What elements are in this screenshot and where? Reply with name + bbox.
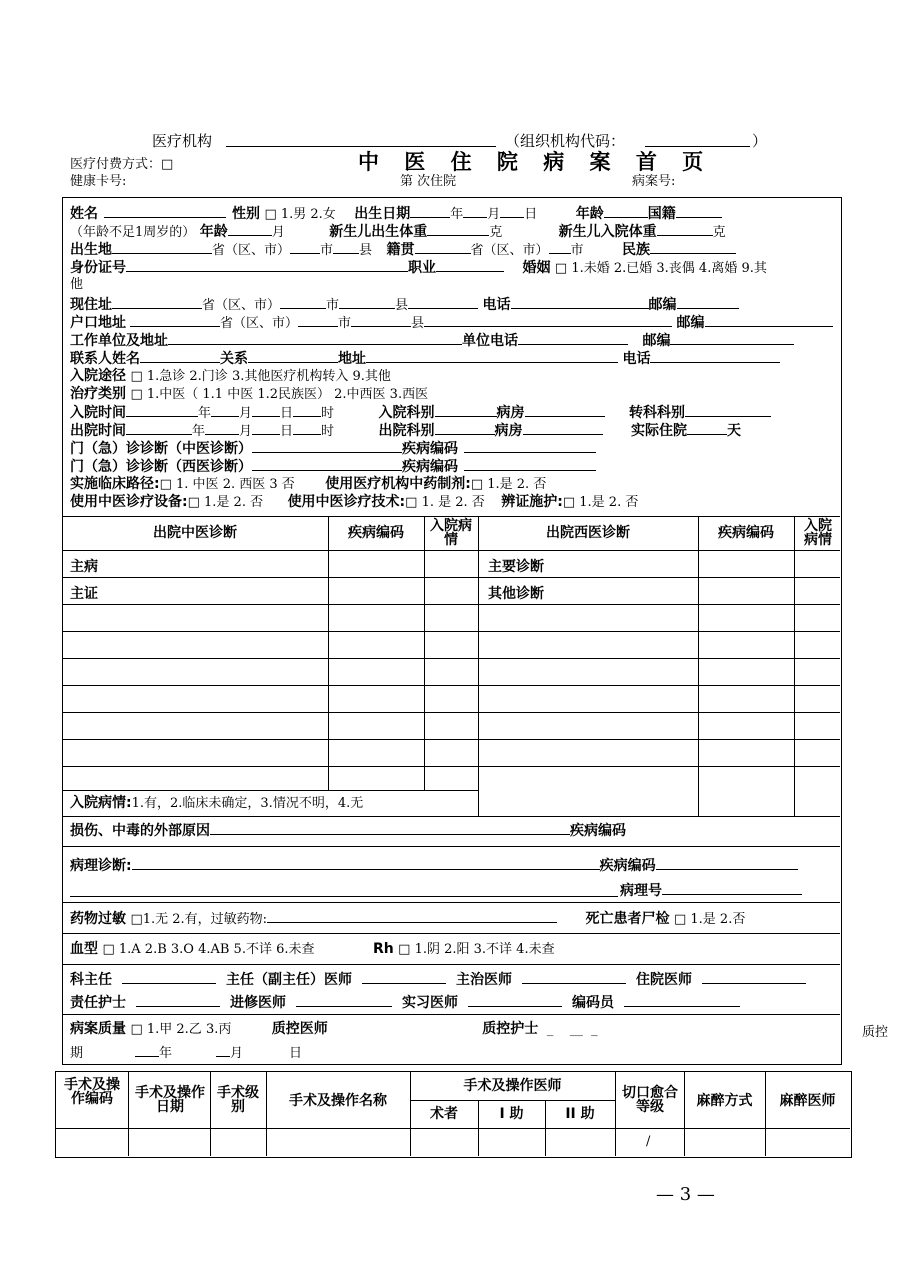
row-other-diagnosis: 其他诊断 [488, 586, 544, 602]
patient-row-4b: 他 [70, 277, 84, 292]
org-code-close: ） [752, 132, 768, 150]
diag-header-bottom [62, 550, 840, 551]
payment-label[interactable]: 医疗付费方式：□ [70, 157, 174, 172]
row-primary-diagnosis: 主要诊断 [488, 559, 544, 575]
surgery-date-header: 手术及操作日期 [135, 1085, 205, 1115]
staff-row-1: 科主任 主任（副主任）医师 主治医师 住院医师 [70, 971, 806, 988]
patient-row-2: （年龄不足1周岁的） 年龄 月 新生儿出生体重 克 新生儿入院体重 克 [70, 224, 726, 240]
surgery-name-header: 手术及操作名称 [289, 1093, 387, 1109]
anesthesiologist-header: 麻醉医师 [779, 1093, 836, 1109]
patient-row-9[interactable]: 入院途径 □ 1.急诊 2.门诊 3.其他医疗机构转入 9.其他 [70, 368, 391, 384]
patient-row-15[interactable]: 实施临床路径:□ 1. 中医 2. 西医 3 否 使用医疗机构中药制剂:□ 1.是 2. 否 [70, 476, 547, 492]
surgery-code-header: 手术及操作编码 [64, 1077, 120, 1107]
patient-row-8: 联系人姓名 关系 地址 电话 [70, 350, 780, 367]
pathology-row: 病理诊断: 疾病编码 [70, 857, 798, 874]
diag-table-top [62, 516, 840, 517]
pathology-no: 病理号 [620, 882, 802, 899]
surgery-level-header: 手术级别 [217, 1085, 259, 1115]
health-card-label: 健康卡号: [70, 174, 127, 189]
injury-cause-row: 损伤、中毒的外部原因 疾病编码 [70, 823, 626, 839]
org-code-label: （组织机构代码： [505, 132, 626, 150]
case-no-label: 病案号: [632, 174, 676, 189]
blood-type-row[interactable]: 血型 □ 1.A 2.B 3.O 4.AB 5.不详 6.未查 Rh □ 1.阴 2.阳 3.不详 4.未查 [70, 941, 555, 957]
staff-row-2: 责任护士 进修医师 实习医师 编码员 [70, 994, 740, 1011]
surgery-doctor-header: 手术及操作医师 [463, 1078, 562, 1094]
anesthesia-method-header: 麻醉方式 [696, 1093, 753, 1109]
header-tcm-diagnosis: 出院中医诊断 [153, 525, 237, 541]
surgeon-header: 术者 [430, 1106, 458, 1122]
header-wm-diagnosis: 出院西医诊断 [546, 525, 630, 541]
assistant-1-header: I 助 [499, 1106, 524, 1122]
pathology-line-2[interactable] [70, 896, 618, 897]
header-tcm-code: 疾病编码 [348, 525, 404, 541]
qc-date-label: 质控 [862, 1025, 889, 1040]
org-label: 医疗机构 [152, 132, 213, 150]
quality-row[interactable]: 病案质量 □ 1.甲 2.乙 3.丙 质控医师 质控护士 _ __ _ [70, 1021, 598, 1037]
qc-date-row: 期 年 月 日 [70, 1046, 303, 1061]
admission-condition-legend: 入院病情:1.有，2.临床未确定，3.情况不明，4.无 [70, 795, 364, 811]
patient-row-5: 现住址 省（区、市） 市 县 电话 邮编 [70, 296, 739, 314]
patient-row-1: 姓名 性别 □ 1.男 2.女 出生日期 年 月 日 年龄 国籍 [70, 205, 722, 223]
allergy-row[interactable]: 药物过敏 □1.无 2.有，过敏药物: 死亡患者尸检 □ 1.是 2.否 [70, 911, 746, 927]
incision-grade-value[interactable]: / [646, 1134, 651, 1149]
patient-row-13: 门（急）诊诊断（中医诊断） 疾病编码 [70, 440, 596, 457]
patient-row-10[interactable]: 治疗类别 □ 1.中医（ 1.1 中医 1.2民族医） 2.中西医 3.西医 [70, 386, 429, 402]
incision-grade-header: 切口愈合等级 [622, 1085, 678, 1115]
page-title: 中 医 住 院 病 案 首 页 [358, 150, 713, 174]
row-main-syndrome: 主证 [70, 586, 98, 602]
patient-row-4: 身份证号 职业 婚姻 □ 1.未婚 2.已婚 3.丧偶 4.离婚 9.其 [70, 260, 767, 276]
patient-row-6: 户口地址 省（区、市） 市 县 邮编 [70, 314, 833, 332]
patient-row-7: 工作单位及地址 单位电话 邮编 [70, 332, 794, 349]
patient-row-14: 门（急）诊诊断（西医诊断） 疾病编码 [70, 458, 596, 475]
header-wm-code: 疾病编码 [718, 525, 774, 541]
row-main-disease: 主病 [70, 559, 98, 575]
visit-label: 第 次住院 [400, 174, 457, 189]
page-number: — 3 — [656, 1184, 715, 1205]
patient-row-16[interactable]: 使用中医诊疗设备:□ 1.是 2. 否 使用中医诊疗技术:□ 1. 是 2. 否 辨证施护:□ 1.是 2. 否 [70, 494, 639, 510]
patient-row-11: 入院时间 年 月 日 时 入院科别 病房 转科科别 [70, 404, 771, 422]
assistant-2-header: II 助 [565, 1106, 595, 1122]
header-wm-admit-status: 入院病情 [804, 518, 832, 548]
header-tcm-admit-status: 入院病情 [430, 518, 472, 548]
patient-row-12: 出院时间 年 月 日 时 出院科别 病房 实际住院 天 [70, 423, 741, 439]
patient-row-3: 出生地 省（区、市） 市 县 籍贯 省（区、市） 市 民族 [70, 241, 736, 259]
